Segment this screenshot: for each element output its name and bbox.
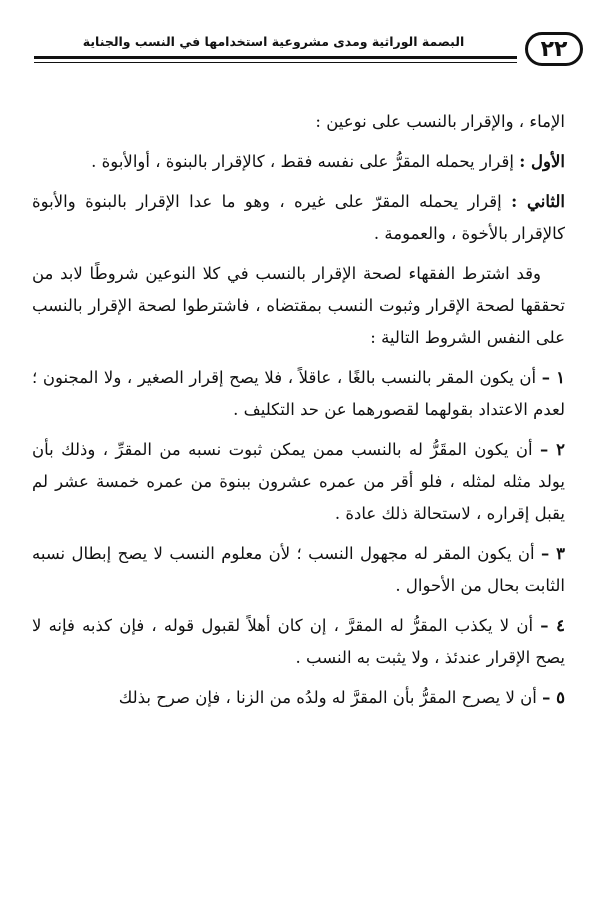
header-rule-thick [34, 56, 517, 59]
paragraph [32, 186, 565, 250]
body-text [32, 106, 565, 722]
paragraph [32, 610, 565, 674]
paragraph-lead: الأول : [519, 152, 565, 171]
paragraph-lead: ١ – [541, 368, 565, 387]
page-number: ٢٢ [525, 32, 583, 66]
paragraph-text: الإماء ، والإقرار بالنسب على نوعين : [315, 112, 565, 131]
paragraph [32, 258, 565, 354]
paragraph-lead: ٢ – [540, 440, 565, 459]
paragraph-lead: ٣ – [541, 544, 565, 563]
paragraph-text: وقد اشترط الفقهاء لصحة الإقرار بالنسب في كلا النوعين شروطًا لابد من تحققها لصحة الإقرار وثبوت النسب بمقتضاه ، فاشترطوا لصحة الإقرار بالنسب على النفس الشروط التالية : [32, 264, 565, 347]
paragraph [32, 434, 565, 530]
paragraph-text: أن يكون المقر بالنسب بالغًا ، عاقلاً ، فلا يصح إقرار الصغير ، ولا المجنون ؛ لعدم الاعتداد بقولهما لقصورهما عن حد التكليف . [32, 368, 565, 419]
running-title: البصمة الوراثية ومدى مشروعية استخدامها في النسب والجناية [82, 34, 465, 49]
paragraph [32, 682, 565, 714]
paragraph-lead: ٤ – [540, 616, 565, 635]
header-rule-thin [34, 62, 517, 63]
paragraph-lead: ٥ – [542, 688, 565, 707]
paragraph-text: أن لا يكذب المقرُّ له المقرَّ ، إن كان أهلاً لقبول قوله ، فإن كذبه فإنه لا يصح الإقرار عندئذ ، ولا يثبت به النسب . [32, 616, 565, 667]
paragraph [32, 106, 565, 138]
paragraph [32, 362, 565, 426]
paragraph [32, 538, 565, 602]
page-header [20, 22, 589, 78]
paragraph-text: أن لا يصرح المقرُّ بأن المقرَّ له ولدُه من الزنا ، فإن صرح بذلك [118, 688, 543, 707]
paragraph [32, 146, 565, 178]
paragraph-lead: الثاني : [511, 192, 565, 211]
paragraph-text: أن يكون المقر له مجهول النسب ؛ لأن معلوم النسب لا يصح إبطال نسبه الثابت بحال من الأحوال . [32, 544, 565, 595]
paragraph-text: إقرار يحمله المقرّ على غيره ، وهو ما عدا الإقرار بالبنوة والأبوة كالإقرار بالأخوة ، والعمومة . [32, 192, 565, 243]
paragraph-text: إقرار يحمله المقرُّ على نفسه فقط ، كالإقرار بالبنوة ، أوالأبوة . [91, 152, 520, 171]
paragraph-text: أن يكون المقَرُّ له بالنسب ممن يمكن ثبوت نسبه من المقرِّ ، وذلك بأن يولد مثله لمثله ، فلو أقر من عمره عشرون ببنوة من عمره خمسة عشر لم يقبل إقراره ، لاستحالة ذلك عادة . [32, 440, 565, 523]
